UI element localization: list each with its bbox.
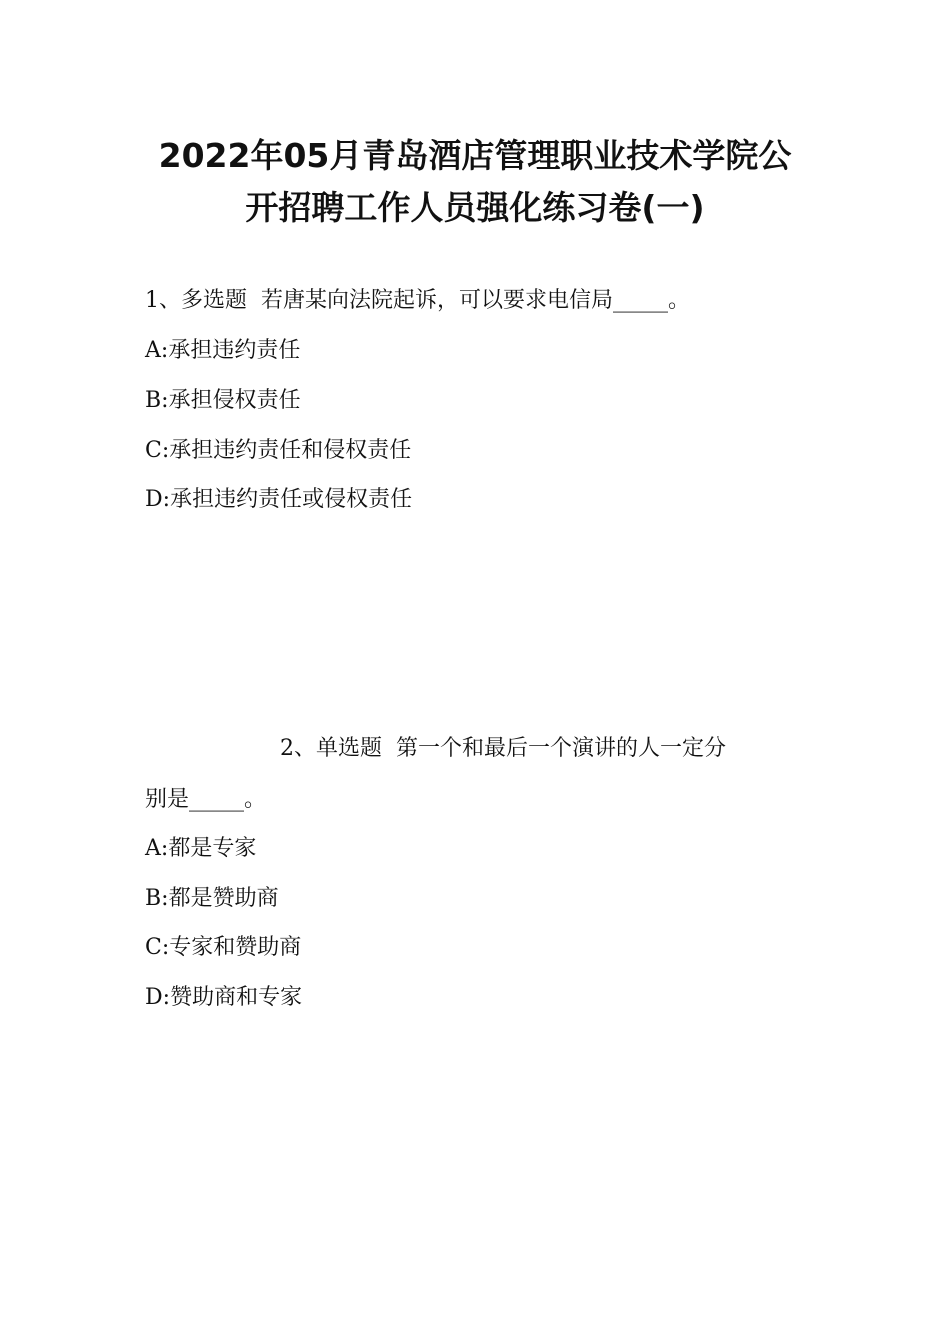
option-key: A: [145, 338, 169, 363]
option-text: 承担违约责任或侵权责任 [170, 487, 413, 512]
option-text: 承担侵权责任 [168, 388, 301, 413]
question-1-header [145, 286, 690, 316]
question-2-option-b [145, 884, 279, 914]
page-title-line1: 2022年05月青岛酒店管理职业技术学院公 [158, 136, 792, 175]
option-text: 承担违约责任 [168, 338, 301, 363]
question-1-option-a [145, 336, 300, 366]
option-text: 赞助商和专家 [170, 985, 303, 1010]
question-2-option-c [145, 933, 301, 963]
question-2-stem-line2: 别是_____。 [145, 787, 267, 812]
question-2-stem-line1: 第一个和最后一个演讲的人一定分 [396, 736, 727, 761]
question-1-option-d [145, 485, 412, 515]
question-1-type: 多选题 [181, 288, 248, 313]
option-text: 承担违约责任和侵权责任 [169, 438, 412, 463]
question-1-option-c [145, 436, 411, 466]
question-2-option-d [145, 983, 302, 1013]
option-key: B: [145, 388, 169, 413]
option-key: D: [145, 985, 171, 1010]
option-key: D: [145, 487, 171, 512]
question-2-type: 单选题 [316, 736, 383, 761]
option-key: C: [145, 935, 170, 960]
page-title-line2: 开招聘工作人员强化练习卷(一) [245, 188, 705, 227]
option-key: C: [145, 438, 170, 463]
option-key: A: [145, 836, 169, 861]
option-text: 都是专家 [168, 836, 257, 861]
question-2-option-a [145, 834, 256, 864]
option-text: 都是赞助商 [168, 886, 279, 911]
question-2-number: 2、 [280, 736, 316, 761]
option-key: B: [145, 886, 169, 911]
question-2-header [280, 734, 726, 764]
option-text: 专家和赞助商 [169, 935, 302, 960]
question-1-stem: 若唐某向法院起诉，可以要求电信局_____。 [261, 288, 691, 313]
question-1-option-b [145, 386, 301, 416]
question-1-number: 1、 [145, 288, 181, 313]
